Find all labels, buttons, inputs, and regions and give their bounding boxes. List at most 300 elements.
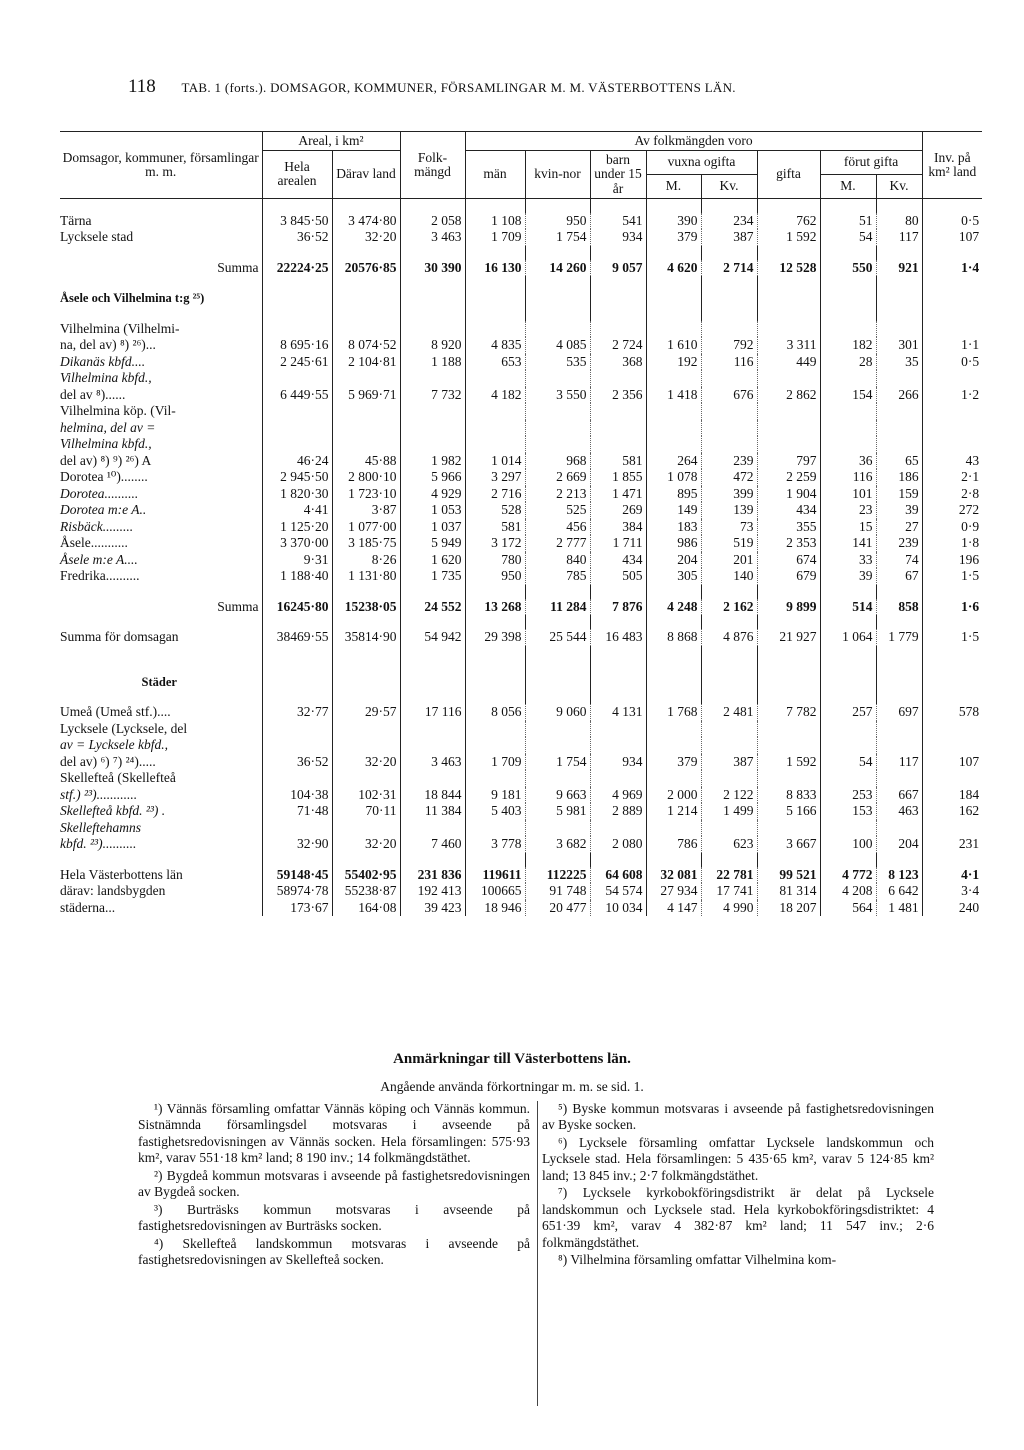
table-cell: 25 544	[525, 629, 590, 646]
table-cell: 581	[465, 519, 525, 536]
table-cell: 1 620	[400, 552, 465, 569]
table-cell: 17 116	[400, 704, 465, 721]
table-cell: 2 800·10	[332, 469, 400, 486]
section-heading: Städer	[141, 674, 177, 689]
table-cell	[757, 420, 820, 437]
table-row	[60, 704, 982, 721]
table-cell: 15238·05	[332, 599, 400, 616]
table-cell: 1 064	[820, 629, 876, 646]
table-cell: 463	[876, 803, 922, 820]
spacer-row	[60, 246, 982, 260]
table-cell	[400, 721, 465, 738]
row-label: Summa för domsagan	[60, 629, 179, 645]
row-label: Fredrika..........	[60, 568, 140, 584]
table-cell: 1 592	[757, 754, 820, 771]
table-cell: 1·1	[922, 337, 982, 354]
table-cell	[757, 770, 820, 787]
table-row	[60, 787, 982, 804]
table-cell	[646, 770, 701, 787]
row-label: stf.) ²³)............	[60, 786, 138, 802]
table-cell: 390	[646, 213, 701, 230]
table-cell: 269	[590, 502, 646, 519]
table-cell: 519	[701, 535, 757, 552]
table-cell	[820, 403, 876, 420]
table-cell: 231	[922, 836, 982, 853]
table-cell: 1 481	[876, 900, 922, 917]
table-cell: 7 732	[400, 387, 465, 404]
row-label: Vilhelmina kbfd.,	[60, 436, 152, 452]
table-cell: 1 418	[646, 387, 701, 404]
table-row	[60, 754, 982, 771]
table-cell: 1 610	[646, 337, 701, 354]
table-cell: 1 779	[876, 629, 922, 646]
col-header-man: män	[465, 151, 525, 199]
table-cell: 192	[646, 354, 701, 371]
footnote: ²) Bygdeå kommun motsvaras i avseende på fastighetsredovisningen av Bygdeå socken.	[138, 1167, 530, 1200]
table-cell: 4 969	[590, 787, 646, 804]
table-cell: 3 185·75	[332, 535, 400, 552]
table-cell: 762	[757, 213, 820, 230]
table-cell: 505	[590, 568, 646, 585]
table-cell: 0·5	[922, 213, 982, 230]
table-cell: 43	[922, 453, 982, 470]
table-cell: 39	[820, 568, 876, 585]
table-row	[60, 321, 982, 338]
table-cell: 4 208	[820, 883, 876, 900]
table-cell: 32 081	[646, 867, 701, 884]
table-cell: 1 754	[525, 754, 590, 771]
table-cell: 12 528	[757, 260, 820, 277]
table-title: TAB. 1 (forts.). DOMSAGOR, KOMMUNER, FÖRSAMLINGAR M. M. VÄSTERBOTTENS LÄN.	[181, 80, 736, 95]
table-cell: 8 074·52	[332, 337, 400, 354]
table-cell: 4 620	[646, 260, 701, 277]
table-cell: 1 820·30	[262, 486, 332, 503]
spacer-row	[60, 615, 982, 629]
table-cell	[876, 370, 922, 387]
table-cell: 32·77	[262, 704, 332, 721]
table-cell: 192 413	[400, 883, 465, 900]
table-cell: 1·8	[922, 535, 982, 552]
table-cell	[701, 370, 757, 387]
table-cell	[465, 370, 525, 387]
table-cell: 2 945·50	[262, 469, 332, 486]
table-cell: 3 297	[465, 469, 525, 486]
table-cell: 16 130	[465, 260, 525, 277]
table-cell	[876, 820, 922, 837]
table-cell: 2·1	[922, 469, 982, 486]
table-cell: 5 966	[400, 469, 465, 486]
table-cell: 387	[701, 754, 757, 771]
table-cell: 9 181	[465, 787, 525, 804]
table-cell: 32·90	[262, 836, 332, 853]
table-cell	[820, 770, 876, 787]
table-cell: 8 123	[876, 867, 922, 884]
table-cell	[525, 737, 590, 754]
row-label: Dorotea..........	[60, 485, 139, 501]
table-cell: 183	[646, 519, 701, 536]
table-cell: 780	[465, 552, 525, 569]
table-cell	[820, 436, 876, 453]
table-cell	[922, 436, 982, 453]
table-cell: 434	[757, 502, 820, 519]
table-cell: 23	[820, 502, 876, 519]
table-cell	[400, 436, 465, 453]
table-cell: 1 125·20	[262, 519, 332, 536]
table-cell: 578	[922, 704, 982, 721]
table-cell: 2 714	[701, 260, 757, 277]
row-label: Skellefteå (Skellefteå	[60, 770, 176, 786]
table-cell: 39 423	[400, 900, 465, 917]
table-cell	[757, 737, 820, 754]
table-cell: 149	[646, 502, 701, 519]
table-cell: 4 929	[400, 486, 465, 503]
table-cell	[590, 370, 646, 387]
col-header-forut-kv: Kv.	[876, 174, 922, 198]
table-cell	[922, 770, 982, 787]
footnote: ¹) Vännäs församling omfattar Vännäs köping och Vännäs kommun. Sistnämnda församlingsdel motsvaras i avseende på fastighetsredovisningen av Vännäs socken. Hela församlingen: 575·93 km², varav 551·18 km² land; 8 190 inv.; 14 folkmängdstäthet.	[138, 1101, 530, 1166]
table-cell: 4 835	[465, 337, 525, 354]
table-cell: 3·4	[922, 883, 982, 900]
table-cell	[400, 770, 465, 787]
table-cell	[757, 436, 820, 453]
table-cell	[465, 820, 525, 837]
table-cell: 1 078	[646, 469, 701, 486]
table-cell: 24 552	[400, 599, 465, 616]
table-cell: 36	[820, 453, 876, 470]
table-cell	[400, 820, 465, 837]
table-cell: 9 060	[525, 704, 590, 721]
table-cell: 679	[757, 568, 820, 585]
col-header-inv: Inv. på km² land	[922, 132, 982, 199]
table-cell: 116	[701, 354, 757, 371]
table-cell	[400, 403, 465, 420]
table-cell: 32·20	[332, 836, 400, 853]
table-cell: 8 868	[646, 629, 701, 646]
spacer-row	[60, 660, 982, 674]
table-cell: 2 669	[525, 469, 590, 486]
table-cell	[400, 321, 465, 338]
spacer-row	[60, 853, 982, 867]
section-heading: Åsele och Vilhelmina t:g ²⁵)	[60, 291, 205, 306]
table-cell: 58974·78	[262, 883, 332, 900]
table-cell	[922, 721, 982, 738]
table-cell: 6 642	[876, 883, 922, 900]
table-cell: 0·5	[922, 354, 982, 371]
table-cell: 1 037	[400, 519, 465, 536]
table-cell: 623	[701, 836, 757, 853]
table-cell: 139	[701, 502, 757, 519]
table-cell	[400, 420, 465, 437]
table-cell: 1 053	[400, 502, 465, 519]
table-row	[60, 836, 982, 853]
spacer-row	[60, 690, 982, 704]
table-cell: 2 162	[701, 599, 757, 616]
table-cell: 2 481	[701, 704, 757, 721]
table-cell: 3 550	[525, 387, 590, 404]
table-cell	[757, 321, 820, 338]
table-row	[60, 737, 982, 754]
table-cell: 368	[590, 354, 646, 371]
row-label: Skelleftehamns	[60, 819, 141, 835]
table-cell: 104·38	[262, 787, 332, 804]
table-cell: 67	[876, 568, 922, 585]
col-header-hela: Hela arealen	[262, 151, 332, 199]
spacer-row	[60, 585, 982, 599]
row-label: del av) ⁸) ⁹) ²⁶) A	[60, 452, 152, 468]
table-cell	[525, 370, 590, 387]
table-cell: 266	[876, 387, 922, 404]
table-cell: 29 398	[465, 629, 525, 646]
table-cell: 1 188·40	[262, 568, 332, 585]
table-cell: 1 131·80	[332, 568, 400, 585]
col-header-areal: Areal, i km²	[262, 132, 400, 151]
table-cell: 141	[820, 535, 876, 552]
table-cell: 674	[757, 552, 820, 569]
table-cell	[590, 436, 646, 453]
table-cell: 119611	[465, 867, 525, 884]
table-cell: 59148·45	[262, 867, 332, 884]
table-cell: 10 034	[590, 900, 646, 917]
table-cell: 676	[701, 387, 757, 404]
notes-title: Anmärkningar till Västerbottens län.	[393, 1051, 631, 1067]
table-cell: 20 477	[525, 900, 590, 917]
table-cell: 3 845·50	[262, 213, 332, 230]
table-cell: 4 990	[701, 900, 757, 917]
table-cell: 564	[820, 900, 876, 917]
table-cell	[876, 770, 922, 787]
table-row	[60, 803, 982, 820]
table-cell	[590, 321, 646, 338]
table-cell: 950	[465, 568, 525, 585]
table-cell	[262, 436, 332, 453]
table-cell	[525, 721, 590, 738]
table-row	[60, 552, 982, 569]
table-cell: 5 403	[465, 803, 525, 820]
table-cell	[262, 420, 332, 437]
table-cell	[525, 403, 590, 420]
col-header-kvin: kvin-nor	[525, 151, 590, 199]
table-cell: 934	[590, 229, 646, 246]
table-cell: 653	[465, 354, 525, 371]
table-cell: 22 781	[701, 867, 757, 884]
table-cell: 3 311	[757, 337, 820, 354]
table-cell: 379	[646, 754, 701, 771]
row-label: städerna...	[60, 899, 116, 915]
col-header-vuxna-kv: Kv.	[701, 174, 757, 198]
table-row	[60, 867, 982, 884]
table-cell: 472	[701, 469, 757, 486]
table-cell: 55402·95	[332, 867, 400, 884]
table-cell: 8 920	[400, 337, 465, 354]
table-cell	[876, 436, 922, 453]
table-cell: 36·52	[262, 229, 332, 246]
table-cell: 3 778	[465, 836, 525, 853]
table-cell: 3 474·80	[332, 213, 400, 230]
notes-subtitle: Angående använda förkortningar m. m. se sid. 1.	[380, 1079, 644, 1094]
table-cell	[590, 770, 646, 787]
table-cell: 35	[876, 354, 922, 371]
table-cell: 786	[646, 836, 701, 853]
table-row	[60, 387, 982, 404]
row-label: Skellefteå kbfd. ²³) .	[60, 803, 166, 819]
table-cell: 117	[876, 754, 922, 771]
row-label: Vilhelmina köp. (Vil-	[60, 403, 176, 419]
table-row	[60, 502, 982, 519]
table-cell: 54	[820, 754, 876, 771]
table-cell: 1 904	[757, 486, 820, 503]
table-cell: 14 260	[525, 260, 590, 277]
table-cell	[646, 370, 701, 387]
table-row	[60, 354, 982, 371]
table-cell: 4 772	[820, 867, 876, 884]
table-cell: 45·88	[332, 453, 400, 470]
row-label: Dorotea m:e A..	[60, 502, 147, 518]
table-cell: 792	[701, 337, 757, 354]
table-cell: 1 855	[590, 469, 646, 486]
table-cell	[332, 420, 400, 437]
row-label: Umeå (Umeå stf.)....	[60, 704, 171, 720]
table-cell: 21 927	[757, 629, 820, 646]
row-label: Lycksele (Lycksele, del	[60, 720, 188, 736]
table-cell	[820, 721, 876, 738]
table-cell: 107	[922, 229, 982, 246]
table-row	[60, 260, 982, 277]
table-cell: 3 463	[400, 229, 465, 246]
table-cell: 895	[646, 486, 701, 503]
table-cell	[332, 321, 400, 338]
table-cell	[701, 420, 757, 437]
table-cell: 272	[922, 502, 982, 519]
spacer-row	[60, 276, 982, 290]
table-cell: 257	[820, 704, 876, 721]
table-cell: 234	[701, 213, 757, 230]
table-cell	[701, 820, 757, 837]
table-body	[60, 198, 982, 916]
table-cell: 65	[876, 453, 922, 470]
table-cell	[701, 770, 757, 787]
table-cell: 5 166	[757, 803, 820, 820]
table-cell: 5 949	[400, 535, 465, 552]
table-row	[60, 420, 982, 437]
footnote: ⁶) Lycksele församling omfattar Lycksele landskommun och Lycksele stad. Hela församlingen: 5 435·65 km², varav 5 124·85 km² land; 13 845 inv.; 2·7 folkmängdstäthet.	[542, 1134, 934, 1183]
col-header-darav: Därav land	[332, 151, 400, 199]
table-cell: 301	[876, 337, 922, 354]
table-cell: 1 014	[465, 453, 525, 470]
table-cell: 18 844	[400, 787, 465, 804]
table-cell: 80	[876, 213, 922, 230]
table-cell: 35814·90	[332, 629, 400, 646]
table-cell: 1·5	[922, 629, 982, 646]
table-cell: 3 172	[465, 535, 525, 552]
table-cell: 39	[876, 502, 922, 519]
section-row	[60, 290, 982, 307]
table-cell: 2 245·61	[262, 354, 332, 371]
table-cell: 253	[820, 787, 876, 804]
table-cell: 399	[701, 486, 757, 503]
table-cell: 0·9	[922, 519, 982, 536]
table-cell: 514	[820, 599, 876, 616]
table-cell	[820, 820, 876, 837]
row-label: Hela Västerbottens län	[60, 866, 183, 882]
table-cell: 541	[590, 213, 646, 230]
table-cell: 204	[646, 552, 701, 569]
table-cell: 5 969·71	[332, 387, 400, 404]
table-cell: 1·6	[922, 599, 982, 616]
table-cell	[646, 321, 701, 338]
row-label: Summa	[217, 598, 259, 614]
table-cell	[701, 737, 757, 754]
row-label: därav: landsbygden	[60, 883, 166, 899]
table-row	[60, 337, 982, 354]
table-cell: 38469·55	[262, 629, 332, 646]
table-cell: 100	[820, 836, 876, 853]
footnote: ⁴) Skellefteå landskommun motsvaras i avseende på fastighetsredovisningen av Skellefteå socken.	[138, 1235, 530, 1268]
table-cell: 2 353	[757, 535, 820, 552]
table-cell: 2 862	[757, 387, 820, 404]
table-row	[60, 469, 982, 486]
table-cell	[262, 737, 332, 754]
table-cell	[262, 770, 332, 787]
table-cell: 355	[757, 519, 820, 536]
row-label: Tärna	[60, 212, 92, 228]
table-cell: 1 723·10	[332, 486, 400, 503]
table-cell: 29·57	[332, 704, 400, 721]
table-cell: 140	[701, 568, 757, 585]
table-cell: 697	[876, 704, 922, 721]
table-cell: 384	[590, 519, 646, 536]
table-cell: 4 147	[646, 900, 701, 917]
table-cell	[646, 403, 701, 420]
table-cell	[757, 721, 820, 738]
table-cell: 7 782	[757, 704, 820, 721]
table-cell: 1 754	[525, 229, 590, 246]
table-cell: 3 463	[400, 754, 465, 771]
table-cell: 7 460	[400, 836, 465, 853]
table-cell: 921	[876, 260, 922, 277]
table-cell: 54 574	[590, 883, 646, 900]
table-cell: 13 268	[465, 599, 525, 616]
col-header-folk: Folk-mängd	[400, 132, 465, 199]
statistics-table	[60, 131, 982, 916]
table-cell: 64 608	[590, 867, 646, 884]
table-cell: 204	[876, 836, 922, 853]
table-cell: 2 777	[525, 535, 590, 552]
table-cell: 239	[876, 535, 922, 552]
table-cell	[525, 420, 590, 437]
table-cell: 2 259	[757, 469, 820, 486]
table-cell	[590, 403, 646, 420]
table-cell: 1 711	[590, 535, 646, 552]
table-cell	[465, 403, 525, 420]
table-cell: 535	[525, 354, 590, 371]
table-cell: 164·08	[332, 900, 400, 917]
table-cell: 1·4	[922, 260, 982, 277]
table-cell: 55238·87	[332, 883, 400, 900]
col-header-av: Av folkmängden voro	[465, 132, 922, 151]
table-row	[60, 370, 982, 387]
table-cell: 22224·25	[262, 260, 332, 277]
table-cell	[400, 737, 465, 754]
table-cell	[876, 737, 922, 754]
footnote: ³) Burträsks kommun motsvaras i avseende på fastighetsredovisningen av Burträsks socken.	[138, 1201, 530, 1234]
notes-right-column	[542, 1101, 934, 1270]
table-cell: 6 449·55	[262, 387, 332, 404]
table-cell	[590, 820, 646, 837]
table-cell	[876, 721, 922, 738]
table-cell: 3·87	[332, 502, 400, 519]
table-cell: 2 104·81	[332, 354, 400, 371]
table-cell: 7 876	[590, 599, 646, 616]
